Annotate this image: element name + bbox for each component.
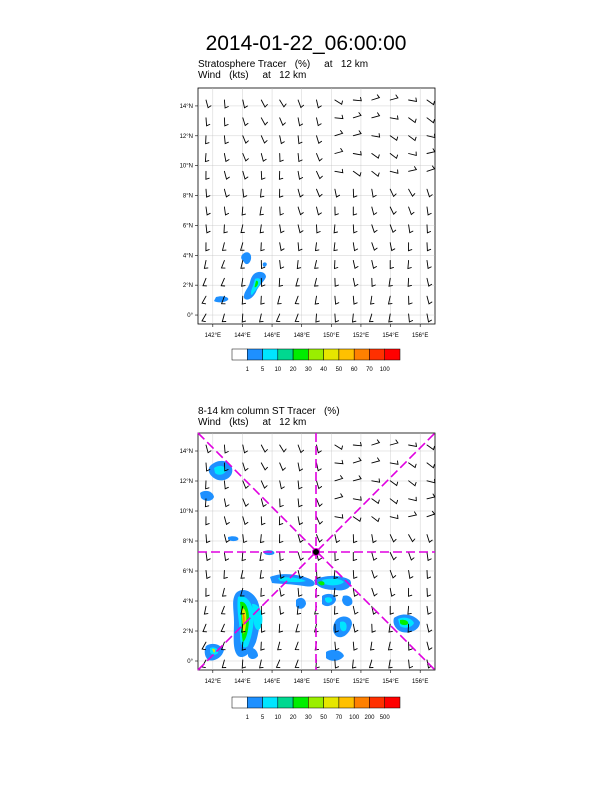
lon-tick-label: 154°E	[382, 679, 399, 685]
colorbar-label: 30	[305, 367, 312, 373]
colorbar-label: 1	[245, 367, 249, 373]
lon-tick-label: 148°E	[293, 679, 310, 685]
panel-1-frame	[198, 88, 435, 324]
colorbar-label: 5	[260, 367, 265, 373]
panel2-subtitle-line2: Wind (kts) at 12 km	[198, 417, 307, 428]
colorbar-label: 10	[274, 367, 282, 373]
colorbar-swatch	[263, 697, 278, 708]
panel-2-colorbar	[232, 697, 400, 721]
lon-tick-label: 156°E	[411, 333, 429, 339]
colorbar-swatch	[339, 697, 354, 708]
colorbar-swatch	[339, 349, 354, 360]
colorbar-label: 70	[335, 715, 343, 721]
panel-2-map	[180, 433, 435, 685]
lon-tick-label: 142°E	[204, 679, 222, 685]
storm-center-marker	[313, 549, 320, 556]
colorbar-label: 60	[350, 367, 358, 373]
lat-tick-label: 6°N	[182, 569, 193, 575]
lat-tick-label: 6°N	[182, 223, 193, 230]
lat-tick-label: 12°N	[179, 133, 193, 140]
colorbar-swatch	[354, 697, 369, 708]
lon-tick-label: 146°E	[263, 679, 281, 685]
colorbar-swatch	[369, 697, 384, 708]
lon-tick-label: 156°E	[411, 679, 429, 685]
lon-tick-label: 152°E	[352, 679, 370, 685]
colorbar-swatch	[232, 697, 247, 708]
lon-tick-label: 144°E	[234, 679, 251, 685]
lat-tick-label: 10°N	[179, 509, 193, 515]
colorbar-label: 10	[274, 715, 282, 721]
lat-tick-label: 14°N	[179, 449, 193, 455]
lat-tick-label: 4°N	[182, 599, 193, 605]
lon-tick-label: 144°E	[234, 333, 251, 339]
lat-tick-label: 2°N	[182, 629, 193, 635]
colorbar-swatch	[324, 697, 339, 708]
colorbar-swatch	[278, 697, 293, 708]
colorbar-swatch	[247, 349, 262, 360]
panel-1-map	[180, 88, 435, 339]
colorbar-label: 200	[364, 715, 375, 721]
colorbar-swatch	[385, 349, 400, 360]
lat-tick-label: 10°N	[179, 163, 193, 170]
colorbar-label: 1	[245, 715, 249, 721]
lon-tick-label: 142°E	[204, 333, 222, 339]
colorbar-swatch	[247, 697, 262, 708]
lat-tick-label: 14°N	[179, 103, 193, 110]
panel1-subtitle-line1: Stratosphere Tracer (%) at 12 km	[198, 59, 369, 70]
colorbar-swatch	[324, 349, 339, 360]
colorbar-swatch	[278, 349, 293, 360]
colorbar-swatch	[293, 349, 308, 360]
lon-tick-label: 150°E	[323, 333, 340, 339]
lon-tick-label: 154°E	[382, 333, 399, 339]
lat-tick-label: 0°	[187, 659, 193, 665]
colorbar-swatch	[263, 349, 278, 360]
lat-tick-label: 4°N	[182, 253, 193, 260]
panel-1-colorbar	[232, 349, 400, 373]
colorbar-swatch	[293, 697, 308, 708]
colorbar-swatch	[308, 697, 323, 708]
lat-tick-label: 8°N	[182, 539, 193, 545]
colorbar-label: 20	[289, 367, 297, 373]
lon-tick-label: 146°E	[263, 333, 281, 339]
lat-tick-label: 0°	[187, 313, 193, 320]
colorbar-label: 50	[335, 367, 343, 373]
main-title: 2014-01-22_06:00:00	[205, 32, 407, 55]
colorbar-label: 30	[305, 715, 312, 721]
colorbar-label: 100	[379, 367, 390, 373]
colorbar-label: 50	[320, 715, 327, 721]
panel1-subtitle-line2: Wind (kts) at 12 km	[198, 70, 307, 81]
lat-tick-label: 8°N	[182, 193, 193, 200]
lon-tick-label: 148°E	[293, 333, 310, 339]
colorbar-swatch	[308, 349, 323, 360]
colorbar-label: 100	[349, 715, 360, 721]
colorbar-label: 20	[289, 715, 297, 721]
colorbar-label: 5	[260, 715, 265, 721]
colorbar-label: 70	[366, 367, 373, 373]
colorbar-label: 500	[379, 715, 390, 721]
lat-tick-label: 2°N	[182, 283, 193, 290]
colorbar-label: 40	[320, 367, 327, 373]
lon-tick-label: 150°E	[323, 679, 340, 685]
colorbar-swatch	[385, 697, 400, 708]
colorbar-swatch	[354, 349, 369, 360]
lat-tick-label: 12°N	[179, 479, 193, 485]
panel2-subtitle-line1: 8-14 km column ST Tracer (%)	[198, 406, 340, 417]
colorbar-swatch	[232, 349, 247, 360]
colorbar-swatch	[369, 349, 384, 360]
lon-tick-label: 152°E	[352, 333, 370, 339]
